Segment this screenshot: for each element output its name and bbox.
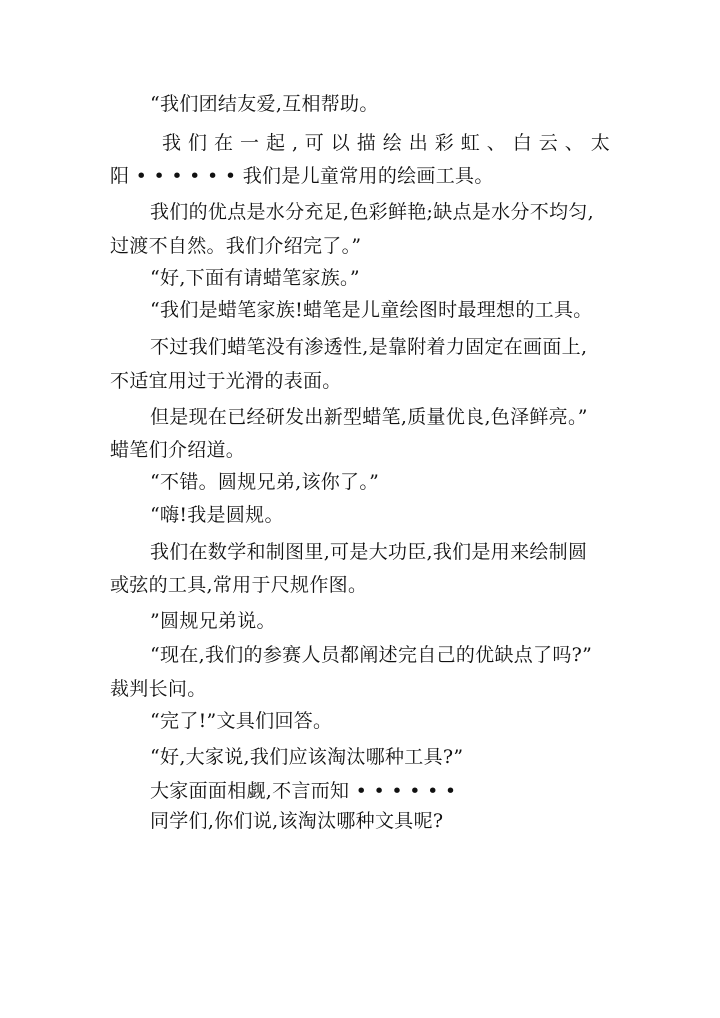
paragraph-line: “好,大家说,我们应该淘汰哪种工具?” <box>150 746 464 768</box>
paragraph-line: “不错。圆规兄弟,该你了。” <box>150 471 380 493</box>
paragraph-line: 我们在数学和制图里,可是大功臣,我们是用来绘制圆 <box>150 541 588 563</box>
paragraph-line: 不适宜用过于光滑的表面。 <box>110 370 342 392</box>
paragraph-line: 阳 • • • • • • 我们是儿童常用的绘画工具。 <box>110 165 494 187</box>
paragraph-line: 或弦的工具,常用于尺规作图。 <box>110 574 368 596</box>
paragraph-line: “我们团结友爱,互相帮助。 <box>150 93 379 115</box>
paragraph-line: 过渡不自然。我们介绍完了。” <box>110 235 362 257</box>
paragraph-line: “嗨!我是圆规。 <box>150 504 284 526</box>
paragraph-line: 蜡笔们介绍道。 <box>110 439 246 461</box>
paragraph-line: 裁判长问。 <box>110 678 207 700</box>
paragraph-line: “好,下面有请蜡笔家族。” <box>150 267 360 289</box>
paragraph-line: 同学们,你们说,该淘汰哪种文具呢? <box>150 810 444 832</box>
paragraph-line: “完了!”文具们回答。 <box>150 710 333 732</box>
paragraph-line: 不过我们蜡笔没有渗透性,是靠附着力固定在画面上, <box>150 336 588 358</box>
paragraph-line: 但是现在已经研发出新型蜡笔,质量优良,色泽鲜亮。” <box>150 406 588 428</box>
paragraph-line: 我们的优点是水分充足,色彩鲜艳;缺点是水分不均匀, <box>150 201 594 223</box>
paragraph-line: ”圆规兄弟说。 <box>150 610 276 632</box>
paragraph-line: 大家面面相觑,不言而知 • • • • • • <box>150 780 457 802</box>
paragraph-line: 我 们 在 一 起 , 可 以 描 绘 出 彩 虹 、 白 云 、 太 <box>162 132 610 154</box>
paragraph-line: “我们是蜡笔家族!蜡笔是儿童绘图时最理想的工具。 <box>150 299 593 321</box>
paragraph-line: “现在,我们的参赛人员都阐述完自己的优缺点了吗?” <box>150 644 593 666</box>
